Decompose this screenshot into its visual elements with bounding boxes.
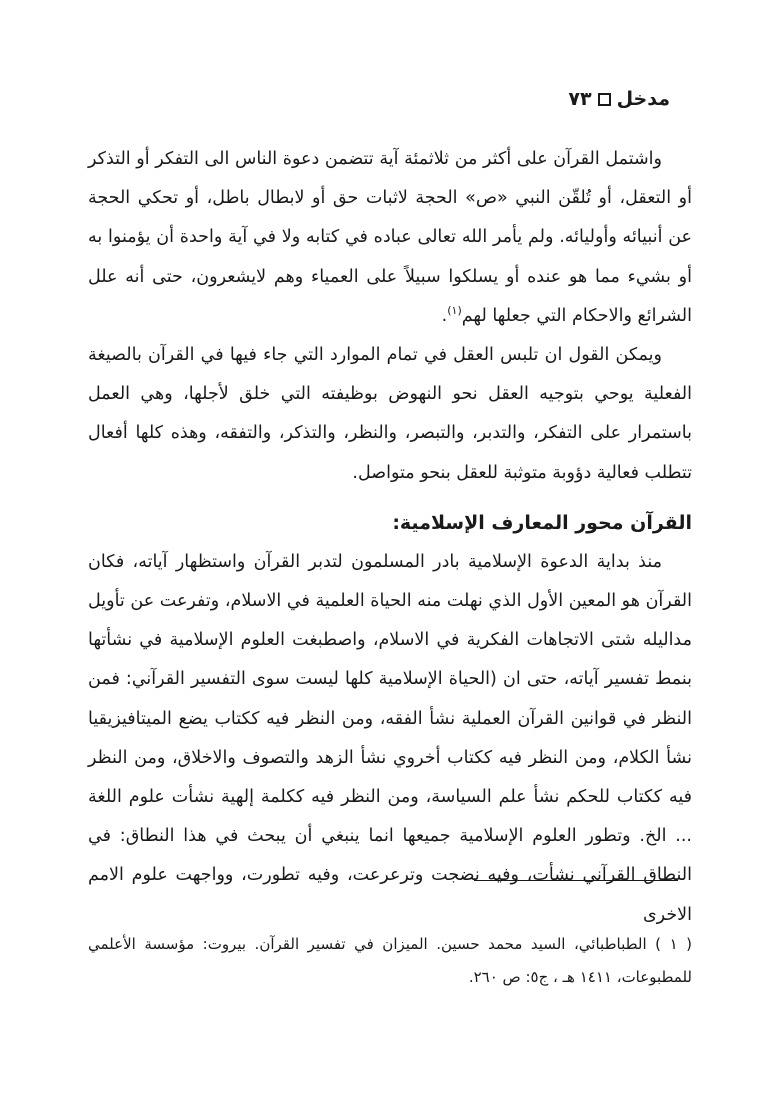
paragraph-1: واشتمل القرآن على أكثر من ثلاثمئة آية تتضمن دعوة الناس الى التفكر أو التذكر أو التعقل، أو تُلقّن النبي «ص» الحجة لاثبات حق أو لابطال باطل، أو تحكي الحجة عن أنبيائه وأوليائه. ولم يأمر الله تعالى عباده في كتابه ولا في آية واحدة أن يؤمنوا به أو بشيء مما هو عنده أو يسلكوا سبيلاً على العمياء وهم لايشعرون، حتى أنه علل الشرائع والاحكام التي جعلها لهم$^{(١)}$.	[88, 149, 692, 326]
footnote-divider	[474, 880, 678, 881]
running-header	[568, 88, 670, 110]
page-number: ٧٣	[568, 88, 592, 110]
page-body	[88, 140, 692, 935]
footnote-marker: (١)	[447, 303, 462, 317]
footnote: ( ١ ) الطباطبائي، السيد محمد حسين. الميزان في تفسير القرآن. بيروت: مؤسسة الأعلمي للمطبوعات، ١٤١١ هـ ، ج٥: ص ٢٦٠.	[88, 935, 693, 986]
header-section-title: مدخل	[616, 88, 670, 110]
paragraph-3: منذ بداية الدعوة الإسلامية بادر المسلمون لتدبر القرآن واستظهار آياته، فكان القرآن هو المعين الأول الذي نهلت منه الحياة العلمية في الاسلام، وتفرعت عن تأويل مداليله شتى الاتجاهات الفكرية في الاسلام، واصطبغت العلوم الإسلامية في نشأتها بنمط تفسير آياته، حتى ان (الحياة الإسلامية كلها ليست سوى التفسير القرآني: فمن النظر في قوانين القرآن العملية نشأ الفقه، ومن النظر فيه ككتاب يضع الميتافيزيقيا نشأ الكلام، ومن النظر فيه ككتاب أخروي نشأ الزهد والتصوف والاخلاق، ومن النظر فيه ككتاب للحكم نشأ علم السياسة، ومن النظر فيه ككلمة إلهية نشأت علوم اللغة ... الخ. وتطور العلوم الإسلامية جميعها انما ينبغي أن يبحث في هذا النطاق: في النطاق القرآني نشأت، وفيه نضجت وترعرعت، وفيه تطورت، وواجهت علوم الامم الاخرى	[88, 551, 692, 925]
paragraph-1-text: واشتمل القرآن على أكثر من ثلاثمئة آية تتضمن دعوة الناس الى التفكر أو التذكر أو التعقل، أو تُلقّن النبي «ص» الحجة لاثبات حق أو لابطال باطل، أو تحكي الحجة عن أنبيائه وأوليائه. ولم يأمر الله تعالى عباده في كتابه ولا في آية واحدة أن يؤمنوا به أو بشيء مما هو عنده أو يسلكوا سبيلاً على العمياء وهم لايشعرون، حتى أنه علل الشرائع والاحكام التي جعلها لهم	[88, 149, 692, 326]
section-heading: القرآن محور المعارف الإسلامية:	[392, 511, 692, 534]
header-square-icon	[598, 93, 611, 106]
paragraph-2: ويمكن القول ان تلبس العقل في تمام الموارد التي جاء فيها في القرآن بالصيغة الفعلية يوحي بتوجيه العقل نحو النهوض بوظيفته التي خلق لأجلها، وهي العمل باستمرار على التفكر، والتدبر، والتبصر، والنظر، والتذكر، والتفقه، وهذه كلها أفعال تتطلب فعالية دؤوبة متوثبة للعقل بنحو متواصل.	[88, 345, 692, 483]
